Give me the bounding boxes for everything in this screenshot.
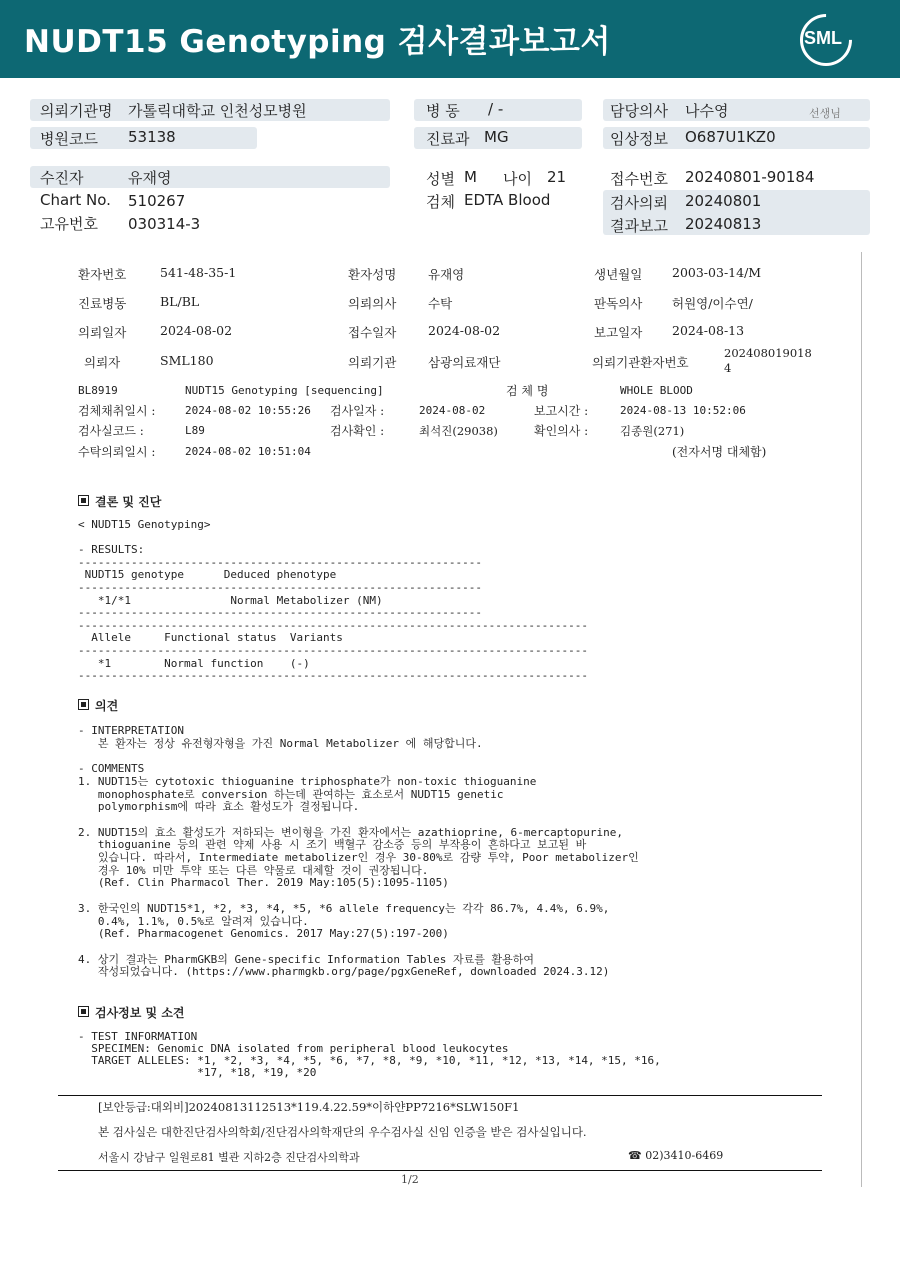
report-date-label: 보고일자 xyxy=(594,325,643,340)
inst-patient-no-value: 202408019018 xyxy=(724,346,812,360)
patient-value: 유재영 xyxy=(128,169,172,187)
specimen-name-value: WHOLE BLOOD xyxy=(620,384,693,397)
report-label: 결과보고 xyxy=(610,217,668,235)
birth-value: 2003-03-14/M xyxy=(672,265,762,280)
ward-label: 병 동 xyxy=(426,102,460,120)
confirm-doctor-value: 김종원(271) xyxy=(620,424,685,438)
lab-code-value: L89 xyxy=(185,424,205,437)
specimen-name-label: 검 체 명 xyxy=(506,384,549,398)
age-label: 나이 xyxy=(503,170,532,188)
phone-line: ☎ 02)3410-6469 xyxy=(628,1149,724,1162)
birth-label: 생년월일 xyxy=(594,267,643,282)
consign-time-label: 수탁의뢰일시 : xyxy=(78,445,156,459)
age-value: 21 xyxy=(547,168,567,186)
verify-label: 검사확인 : xyxy=(330,424,385,438)
page-edge-line xyxy=(861,252,862,1187)
sex-label: 성별 xyxy=(426,170,455,188)
doctor-label: 담당의사 xyxy=(610,102,668,120)
ward-doc-value: BL/BL xyxy=(160,294,200,309)
req-date-value: 2024-08-02 xyxy=(160,323,233,338)
request-value: 20240801 xyxy=(685,192,762,210)
specimen-value: EDTA Blood xyxy=(464,191,551,209)
sex-value: M xyxy=(464,168,477,186)
dept-value: MG xyxy=(484,128,509,146)
patient-name-label: 환자성명 xyxy=(348,267,397,282)
footer-top-rule xyxy=(58,1095,822,1096)
section-test-info-title: 검사정보 및 소견 xyxy=(95,1006,185,1020)
req-doctor-label: 의뢰의사 xyxy=(348,296,397,311)
institution-label: 의뢰기관명 xyxy=(40,102,113,120)
patient-bar xyxy=(30,166,390,188)
section-test-info xyxy=(78,1004,185,1021)
report-date-value: 2024-08-13 xyxy=(672,323,745,338)
receipt-label: 접수번호 xyxy=(610,170,668,188)
inst-patient-no-value-cont: 4 xyxy=(724,361,732,375)
dept-label: 진료과 xyxy=(426,130,470,148)
collect-time-label: 검체채취일시 : xyxy=(78,404,156,418)
section-opinion xyxy=(78,697,118,714)
test-code: BL8919 xyxy=(78,384,118,397)
results-block: < NUDT15 Genotyping> - RESULTS: ------------------------------------------------------------- NUDT15 genotype Deduced phenotype ------------------------------------------------------------- *1/*1 Normal Metabolizer (NM) ------------------------------------------------------------- ----------------------------------------------------------------------------- Allele Functional status Variants ----------------------------------------------------------------------------- *1 Normal function (-) ----------------------------------------------------------------------------- xyxy=(78,518,588,683)
sml-logo xyxy=(800,14,852,66)
recv-date-label: 접수일자 xyxy=(348,325,397,340)
test-date-value: 2024-08-02 xyxy=(419,404,486,417)
inst-patient-no-label: 의뢰기관환자번호 xyxy=(592,355,689,370)
address-line: 서울시 강남구 일원로81 별관 지하2층 진단검사의학과 xyxy=(98,1151,360,1164)
institution-value: 가톨릭대학교 인천성모병원 xyxy=(128,102,307,120)
req-inst-value: 삼광의료재단 xyxy=(428,355,501,370)
recv-date-value: 2024-08-02 xyxy=(428,323,501,338)
doctor-value: 나수영 xyxy=(685,102,729,120)
consign-time-value: 2024-08-02 10:51:04 xyxy=(185,445,311,458)
ward-value: / - xyxy=(488,100,504,118)
logo-text: SML xyxy=(804,28,842,48)
request-label: 검사의뢰 xyxy=(610,194,668,212)
section-square-icon xyxy=(78,1006,89,1017)
certification-line: 본 검사실은 대한진단검사의학회/진단검사의학재단의 우수검사실 신임 인증을 받은 검사실입니다. xyxy=(98,1125,587,1139)
id-value: 030314-3 xyxy=(128,215,201,233)
test-date-label: 검사일자 : xyxy=(330,404,385,418)
hospital-code-value: 53138 xyxy=(128,128,176,146)
req-inst-label: 의뢰기관 xyxy=(348,355,397,370)
specimen-label: 검체 xyxy=(426,193,455,211)
hospital-code-label: 병원코드 xyxy=(40,130,98,148)
section-square-icon xyxy=(78,699,89,710)
report-header xyxy=(0,0,900,78)
page-number: 1/2 xyxy=(401,1173,419,1186)
report-time-value: 2024-08-13 10:52:06 xyxy=(620,404,746,417)
requester-value: SML180 xyxy=(160,353,214,368)
patient-no-value: 541-48-35-1 xyxy=(160,265,237,280)
footer-bottom-rule xyxy=(58,1170,822,1171)
patient-label: 수진자 xyxy=(40,169,84,187)
doctor-suffix: 선생님 xyxy=(809,107,841,120)
req-date-label: 의뢰일자 xyxy=(78,325,127,340)
chart-value: 510267 xyxy=(128,192,186,210)
req-doctor-value: 수탁 xyxy=(428,296,453,311)
patient-name-value: 유재영 xyxy=(428,267,465,282)
clinical-label: 임상정보 xyxy=(610,130,668,148)
opinion-block: - INTERPRETATION 본 환자는 정상 유전형자형을 가진 Normal Metabolizer 에 해당합니다. - COMMENTS 1. NUDT15는 cytotoxic thioguanine triphosphate가 non-toxic thioguanine monophosphate로 conversion 하는데 관여하는 효소로서 NUDT15 genetic polymorphism에 따라 효소 활성도가 결정됩니다. 2. NUDT15의 효소 활성도가 저하되는 변이형을 가진 환자에서는 azathioprine, 6-mercaptopurine, thioguanine 등의 관련 약제 사용 시 조기 백혈구 감소증 등의 부작용이 흔하다고 보고된 바 있습니다. 따라서, Intermediate metabolizer인 경우 30-80%로 감량 투약, Poor metabolizer인 경우 10% 미만 투약 또는 다른 약물로 대체할 것이 권장됩니다. (Ref. Clin Pharmacol Ther. 2019 May:105(5):1095-1105) 3. 한국인의 NUDT15*1, *2, *3, *4, *5, *6 allele frequency는 각각 86.7%, 4.4%, 6.9%, 0.4%, 1.1%, 0.5%로 알려져 있습니다. (Ref. Pharmacogenet Genomics. 2017 May:27(5):197-200) 4. 상기 결과는 PharmGKB의 Gene-specific Information Tables 자료를 활용하여 작성되었습니다. (https://www.pharmgkb.org/page/pgxGeneRef, downloaded 2024.3.12) xyxy=(78,724,639,979)
reader-value: 허원영/이수연/ xyxy=(672,296,753,311)
report-value: 20240813 xyxy=(685,215,762,233)
section-conclusion-title: 결론 및 진단 xyxy=(95,495,162,509)
clinical-value: O687U1KZ0 xyxy=(685,128,776,146)
reader-label: 판독의사 xyxy=(594,296,643,311)
chart-label: Chart No. xyxy=(40,191,111,209)
lab-code-label: 검사실코드 : xyxy=(78,424,144,438)
report-time-label: 보고시간 : xyxy=(534,404,589,418)
confirm-doctor-label: 확인의사 : xyxy=(534,424,589,438)
section-square-icon xyxy=(78,495,89,506)
collect-time-value: 2024-08-02 10:55:26 xyxy=(185,404,311,417)
requester-label: 의뢰자 xyxy=(84,355,121,370)
esign-note: (전자서명 대체함) xyxy=(672,445,767,459)
section-conclusion xyxy=(78,493,161,510)
report-title: NUDT15 Genotyping 검사결과보고서 xyxy=(24,24,611,60)
test-name: NUDT15 Genotyping [sequencing] xyxy=(185,384,384,397)
test-info-block: - TEST INFORMATION SPECIMEN: Genomic DNA isolated from peripheral blood leukocytes TARGET ALLELES: *1, *2, *3, *4, *5, *6, *7, *8, *9, *10, *11, *12, *13, *14, *15, *16, *17, *18, *19, *20 xyxy=(78,1030,661,1079)
receipt-value: 20240801-90184 xyxy=(685,168,815,186)
security-line: [보안등급:대외비]20240813112513*119.4.22.59*이하얀PP7216*SLW150F1 xyxy=(98,1100,520,1114)
id-label: 고유번호 xyxy=(40,215,98,233)
verify-value: 최석진(29038) xyxy=(419,424,498,438)
patient-no-label: 환자번호 xyxy=(78,267,127,282)
ward-doc-label: 진료병동 xyxy=(78,296,127,311)
section-opinion-title: 의견 xyxy=(95,699,119,713)
